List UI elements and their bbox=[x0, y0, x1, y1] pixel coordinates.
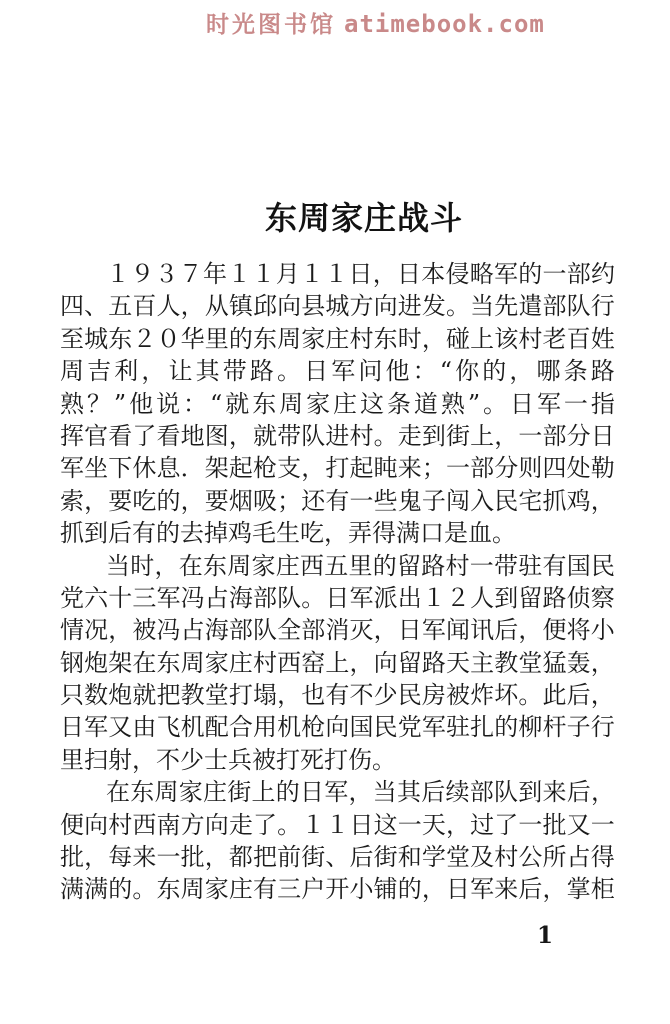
text-line: 索 ， 要 吃 的 ， 要 烟 吸 ； 还 有 一 些 鬼 子 闯 入 民 宅 抓 鸡 ， bbox=[60, 486, 615, 515]
text-line: 便 向 村 西 南 方 向 走 了 。 １ １ 日 这 一 天 ， 过 了 一 批 又 一 bbox=[60, 810, 615, 839]
text-line: 挥 官 看 了 看 地 图 ， 就 带 队 进 村 。 走 到 街 上 ， 一 部 分 日 bbox=[60, 421, 615, 450]
paragraph bbox=[60, 258, 615, 550]
body-text bbox=[60, 258, 615, 906]
text-line: 情 况 ， 被 冯 占 海 部 队 全 部 消 灭 ， 日 军 闻 讯 后 ， 便 将 小 bbox=[60, 616, 615, 645]
watermark-site-url: atimebook.com bbox=[344, 10, 545, 38]
paragraph bbox=[60, 776, 615, 906]
text-line: 批 ， 每 来 一 批 ， 都 把 前 街 、 后 街 和 学 堂 及 村 公 所 占 得 bbox=[60, 843, 615, 872]
text-line: 熟 ？ ” 他 说 ： “ 就 东 周 家 庄 这 条 道 熟 ” 。 日 军 一 指 bbox=[60, 389, 615, 418]
watermark bbox=[206, 6, 545, 39]
text-line: 至 城 东 ２ ０ 华 里 的 东 周 家 庄 村 东 时 ， 碰 上 该 村 老 百 姓 bbox=[60, 324, 615, 353]
text-line: 在 东 周 家 庄 街 上 的 日 军 ， 当 其 后 续 部 队 到 来 后 ， bbox=[106, 778, 615, 807]
text-line: １ ９ ３ ７ 年 １ １ 月 １ １ 日 ， 日 本 侵 略 军 的 一 部 约 bbox=[106, 260, 615, 288]
text-line: 日 军 又 由 飞 机 配 合 用 机 枪 向 国 民 党 军 驻 扎 的 柳 杆 子 行 bbox=[60, 713, 615, 742]
text-line: 党 六 十 三 军 冯 占 海 部 队 。 日 军 派 出 １ ２ 人 到 留 路 侦 察 bbox=[60, 583, 615, 612]
text-line: 军 坐 下 休 息 ． 架 起 枪 支 ， 打 起 盹 来 ； 一 部 分 则 四 处 勒 bbox=[60, 454, 615, 483]
text-line: 抓到后有的去掉鸡毛生吃，弄得满口是血。 bbox=[60, 519, 516, 548]
text-line: 周 吉 利 ， 让 其 带 路 。 日 军 问 他 ： “ 你 的 ， 哪 条 路 bbox=[60, 357, 615, 386]
text-line: 只 数 炮 就 把 教 堂 打 塌 ， 也 有 不 少 民 房 被 炸 坏 。 此 后 ， bbox=[60, 681, 615, 710]
text-line: 钢 炮 架 在 东 周 家 庄 村 西 窑 上 ， 向 留 路 天 主 教 堂 猛 轰 ， bbox=[60, 648, 615, 677]
watermark-site-name: 时光图书馆 bbox=[206, 12, 336, 38]
page-title: 东周家庄战斗 bbox=[264, 199, 463, 237]
page-number: 1 bbox=[537, 922, 554, 949]
text-line: 四 、 五 百 人 ， 从 镇 邱 向 县 城 方 向 进 发 。 当 先 遣 部 队 行 bbox=[60, 292, 615, 321]
paragraph bbox=[60, 550, 615, 777]
text-line: 里扫射，不少士兵被打死打伤。 bbox=[60, 745, 396, 774]
text-line: 当 时 ， 在 东 周 家 庄 西 五 里 的 留 路 村 一 带 驻 有 国 民 bbox=[106, 551, 615, 580]
text-line: 满 满 的 。 东 周 家 庄 有 三 户 开 小 铺 的 ， 日 军 来 后 ， 掌 柜 bbox=[60, 875, 615, 904]
